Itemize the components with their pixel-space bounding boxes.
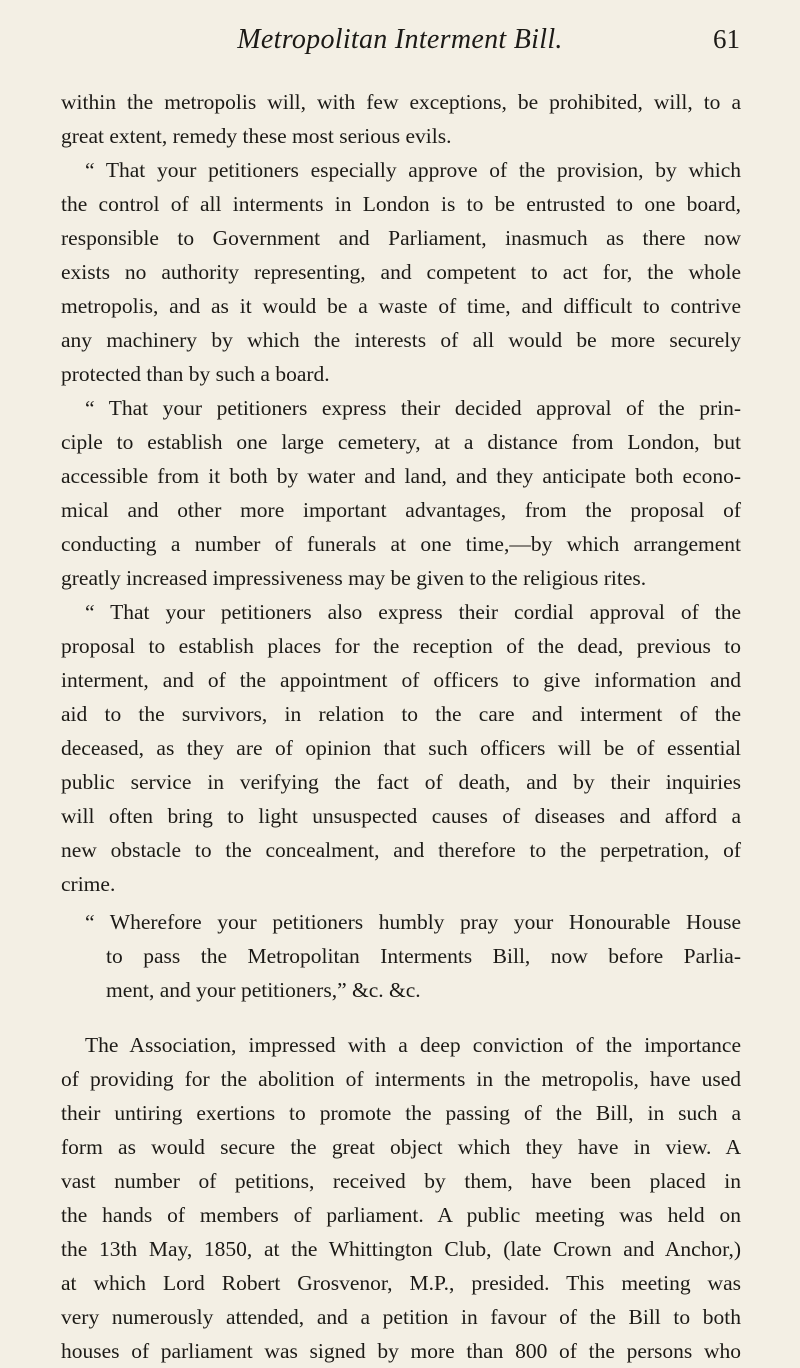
text-line: conducting a number of funerals at one time,—by which arrangement [61,532,741,556]
running-title: Metropolitan Interment Bill. [237,24,563,55]
text-line: very numerously attended, and a petition in favour of the Bill to both [61,1305,741,1329]
text-line: great extent, remedy these most serious evils. [61,124,452,148]
text-line: interment, and of the appointment of officers to give information and [61,668,741,692]
text-line: within the metropolis will, with few exceptions, be prohibited, will, to a [61,90,741,114]
text-line: vast number of petitions, received by them, have been placed in [61,1169,741,1193]
text-line: public service in verifying the fact of death, and by their inquiries [61,770,741,794]
text-line: accessible from it both by water and land, and they anticipate both econo- [61,464,741,488]
text-line: of providing for the abolition of interments in the metropolis, have used [61,1067,741,1091]
page-number: 61 [713,24,740,54]
text-line: “ That your petitioners also express their cordial approval of the [85,600,741,624]
text-line: to pass the Metropolitan Interments Bill, now before Parlia- [106,944,741,968]
text-line: any machinery by which the interests of all would be more securely [61,328,741,352]
text-line: their untiring exertions to promote the passing of the Bill, in such a [61,1101,741,1125]
text-line: new obstacle to the concealment, and therefore to the perpetration, of [61,838,741,862]
text-line: “ That your petitioners especially approve of the provision, by which [85,158,741,182]
text-line: form as would secure the great object which they have in view. A [61,1135,741,1159]
text-line: proposal to establish places for the reception of the dead, previous to [61,634,741,658]
text-line: houses of parliament was signed by more than 800 of the persons who [61,1339,741,1363]
page-header [60,24,740,64]
text-line: exists no authority representing, and competent to act for, the whole [61,260,741,284]
text-line: greatly increased impressiveness may be given to the religious rites. [61,566,647,590]
text-line: will often bring to light unsuspected causes of diseases and afford a [61,804,741,828]
text-line: “ Wherefore your petitioners humbly pray your Honourable House [85,910,741,934]
text-line: metropolis, and as it would be a waste of time, and difficult to contrive [61,294,741,318]
text-line: ciple to establish one large cemetery, at a distance from London, but [61,430,741,454]
text-line: responsible to Government and Parliament, inasmuch as there now [61,226,741,250]
text-line: deceased, as they are of opinion that such officers will be of essential [61,736,741,760]
text-line: The Association, impressed with a deep conviction of the importance [85,1033,741,1057]
text-line: ment, and your petitioners,” &c. &c. [106,978,421,1002]
text-line: “ That your petitioners express their decided approval of the prin- [85,396,741,420]
text-line: at which Lord Robert Grosvenor, M.P., presided. This meeting was [61,1271,741,1295]
text-line: the hands of members of parliament. A public meeting was held on [61,1203,741,1227]
text-line: protected than by such a board. [61,362,330,386]
text-line: aid to the survivors, in relation to the care and interment of the [61,702,741,726]
text-line: the control of all interments in London is to be entrusted to one board, [61,192,741,216]
text-line: the 13th May, 1850, at the Whittington Club, (late Crown and Anchor,) [61,1237,741,1261]
text-line: mical and other more important advantages, from the proposal of [61,498,741,522]
text-line: crime. [61,872,116,896]
